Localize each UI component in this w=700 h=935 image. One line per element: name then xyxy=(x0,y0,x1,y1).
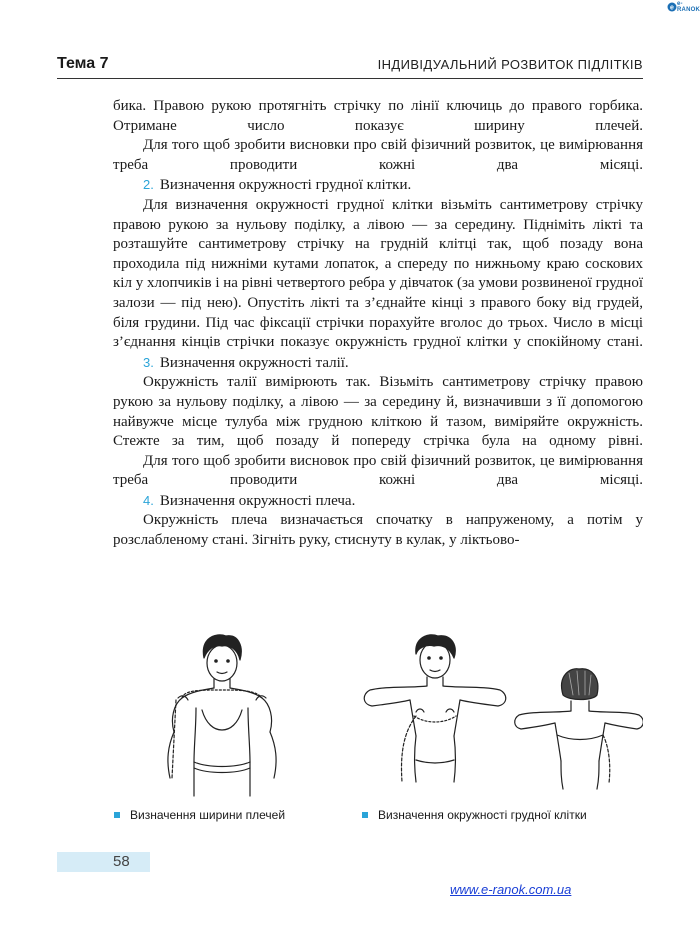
paragraph: Для визначення окружності грудної клітки візьміть сантиметрову стрічку правою рукою за нульову поділку, а лівою — за середину. Підніміть лікті та розташуйте сантиметрову стрічку на грудній клітці так, щоб позаду вона проходила під нижніми кутами лопаток, а спереду по нижньому краю соскових кіл у хлопчиків і на рівні четвертого ребра у дівчаток (за умови розвиненої грудної залози — під нею). Опустіть лікті та з’єднайте кінці з правого боку від грудей, біля грудини. Під час фіксації стрічки порахуйте вголос до трьох. Число в місці з’єднання кінців стрічки показує окружність грудної клітки у спокійному стані. xyxy=(113,196,643,351)
numbered-item xyxy=(113,175,643,196)
numbered-item xyxy=(113,353,643,374)
publisher-link[interactable]: www.e-ranok.com.ua xyxy=(450,882,572,897)
paragraph: бика. Правою рукою протягніть стрічку по лінії ключиць до правого горбика. Отримане число показує ширину плечей. xyxy=(113,98,643,134)
section-title: ІНДИВІДУАЛЬНИЙ РОЗВИТОК ПІДЛІТКІВ xyxy=(377,57,643,72)
page-header xyxy=(57,52,643,79)
item-title: Визначення окружності плеча. xyxy=(159,492,356,509)
caption-text: Визначення окружності грудної клітки xyxy=(378,808,587,822)
publisher-logo-text: e-RANOK xyxy=(677,1,700,13)
figure-caption xyxy=(114,808,285,822)
paragraph: Для того щоб зробити висновки про свій фізичний розвиток, це вимірювання треба проводити кожні два місяці. xyxy=(113,137,643,173)
caption-bullet-icon xyxy=(114,812,120,818)
item-title: Визначення окружності талії. xyxy=(159,354,349,371)
item-number: 3. xyxy=(143,354,154,370)
page-number-box xyxy=(57,852,150,872)
body-text xyxy=(113,97,643,551)
figure-caption xyxy=(362,808,587,822)
paragraph: Окружність талії вимірюють так. Візьміть сантиметрову стрічку правою рукою за нульову поділку, а лівою — за середину й, визначивши з її допомогою найвужче місце тулуба між грудною кліткою й тазом, виміряйте окружність. Стежте за тим, щоб позаду й попереду стрічка була на одному рівні. xyxy=(113,374,643,450)
shoulder-width-illustration xyxy=(160,628,280,798)
chest-back-illustration xyxy=(513,665,643,790)
item-number: 2. xyxy=(143,177,154,193)
caption-text: Визначення ширини плечей xyxy=(130,808,286,822)
item-number: 4. xyxy=(143,492,154,508)
paragraph: Для того щоб зробити висновок про свій фізичний розвиток, це вимірювання треба проводити кожні два місяці. xyxy=(113,452,643,489)
caption-bullet-icon xyxy=(362,812,368,818)
chest-front-illustration xyxy=(360,632,510,792)
numbered-item xyxy=(113,491,643,512)
page-number: 58 xyxy=(113,853,130,870)
paragraph: Окружність плеча визначається спочатку в напруженому, а потім у розслабленому стані. Зігніть руку, стиснуту в кулак, у ліктьово- xyxy=(113,512,643,549)
svg-text:e: e xyxy=(670,4,674,12)
theme-label: Тема 7 xyxy=(57,55,109,72)
item-title: Визначення окружності грудної клітки. xyxy=(159,177,412,194)
